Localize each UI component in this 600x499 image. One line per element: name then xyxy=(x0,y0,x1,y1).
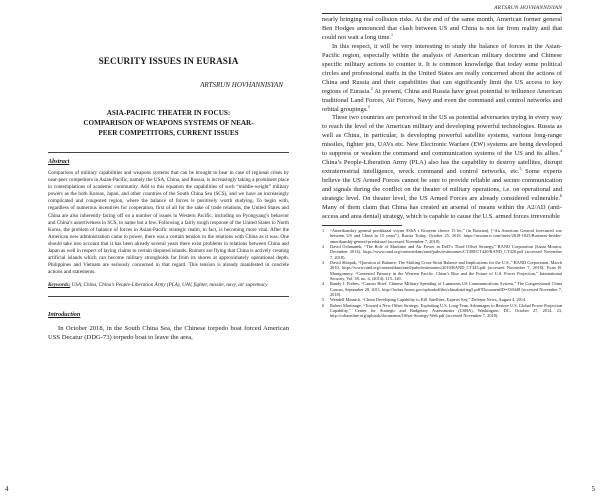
footnote-number: 5 xyxy=(322,297,325,303)
footnote-number: 2 xyxy=(322,243,325,249)
body-text: China’s People-Liberation Army (PLA) also has the capability to destroy satellites, disrupt extraterrestrial intelligence, wreck command and control networks, etc. xyxy=(322,159,562,176)
footnote xyxy=(322,260,562,281)
footnote-text: “Amerikanskiy general predskazal voynu SShA s Kitayem cherez 15 let,” (in Russian), [“An American General forecasted war between US and China in 15 years”], Russia Today, October 25, 2018, https://russian.rt.com/inotv/2018-1025/Business-Insider-amerikanskij-general-predskazal (accessed November 7, 2018). xyxy=(330,227,562,244)
keywords xyxy=(48,282,289,289)
footnote-ref: 6 xyxy=(560,192,562,198)
footnote-ref: 5 xyxy=(519,166,522,172)
introduction-text: In October 2018, in the South China Sea, the Chinese torpedo boat forced American USS Decatur (DDG-73) torpedo boat to leave the area, xyxy=(48,324,289,341)
body-paragraph xyxy=(322,16,562,43)
abstract-text: Comparison of military capabilities and weapons systems that can be brought to bear in case of regional crises by near-peer competitors in Asian-Pacific, namely the USA, China, and Russia, is increasingly taking a prominent place in contemplations of academic community. Add to this equation the capabilities of such “middle-weight” military powers as the both Koreas, Japan, and other countries of the South China Sea (SCS), and we have an increasingly complicated and congested region, where the balance of forces is positively worth studying. To begin with, regardless of numerous incentives for cooperation, first of all for the sake of trade relations, the United States and China are also inherently facing off on a number of issues in Western Pacific, including on Pyongyang’s behavior and China’s assertiveness in SCS, to name but a few. Following a fairly tough response of the United States to North Korea, the problem of balance of forces in Asian-Pacific strategic realm, in fact, is becoming more vital. After the American new administration came to power, there was a certain tension in the relations with China as it was. One should take into account that it has been already several years there exist problems in relations between China and Japan as well in respect of laying claims to certain disputed islands. Rumors are flying that China is actively creating artificial islands which can become military strongholds far from its shores at approximately operational depth. Philippines and Vietnam are seriously concerned in that regard. This tension is already manifested in concrete actions and statements. xyxy=(48,170,289,276)
page-number-right: 5 xyxy=(591,485,595,493)
footnote xyxy=(322,228,562,244)
footnote-ref: 4 xyxy=(560,148,562,154)
footnote-text: Randy J. Forbes, “Caucus Brief: Chinese Military Spending of Luminous US Communications System,” The Congressional China Caucus, September 28, 2011, http://forbes.house.gov/uploadedfiles/chinabriefing5.pdf?DocumentID=330448 (accessed November 7, 2018). xyxy=(330,281,562,298)
footnote-text: Robert Martinage, “Toward a New Offset Strategy: Exploiting U.S. Long-Term Advantages to Restore U.S. Global Power Projection Capability,” Center for Strategic and Budgetary Assessments (CSBA), Washington, DC, October 27, 2014, 23, http://csbaonline.org/uploads/documents/Offset-Strategy-Web.pdf (accessed November 7, 2018). xyxy=(330,302,562,319)
article-title xyxy=(48,108,289,138)
footnote-ref: 2 xyxy=(370,85,373,91)
footnote-ref: 1 xyxy=(391,31,394,37)
abstract-box xyxy=(48,152,289,297)
body-text: In this respect, it will be very interesting to study the balance of forces in the Asian-Pacific region, especially within the analysis of American military doctrine and Chinese specific military actions to counter it. It is common knowledge that today some political circles and professional staffs in the United States are really concerned about the actions of China and Russia and their capabilities that can significantly limit the US access to key regions of Eurasia. xyxy=(322,42,562,95)
footnote-number: 4 xyxy=(322,281,325,287)
author-name: ARTSRUN HOVHANNISYAN xyxy=(200,81,283,89)
footnote xyxy=(322,244,562,260)
page-number-left: 4 xyxy=(5,485,9,493)
footnote-rule xyxy=(322,225,402,226)
article-title-line: PEER COMPETITORS, CURRENT ISSUES xyxy=(98,129,239,137)
footnote-number: 1 xyxy=(322,227,325,233)
footnote xyxy=(322,281,562,297)
footnote-text: David Shlapak, “Question of Balance: The Shifting Cross-Strait Balance and Implications for the U.S.,” RAND Corporation, March 2010, https://www.rand.org/content/dam/rand/pubs/testimonies/2010/RAND_CT343.pdf (accessed November 7, 2018); Evan B. Montgomery, “Contested Primacy in the Western Pacific: China’s Rise and the Future of U.S. Power Projection,” International Security, Vol. 38, no. 4, (2014): 115–149. xyxy=(330,259,562,282)
keywords-label: Keywords: xyxy=(48,282,71,289)
article-title-line: COMPARISON OF WEAPONS SYSTEMS OF NEAR- xyxy=(83,119,254,127)
footnote-number: 3 xyxy=(322,259,325,265)
body-text: These two countries are perceived in the US as potential adversaries trying in every way to reach the level of the American military and developing powerful technologies. Russia as well as China, in particular, is developing powerful satellite systems, various long-range missiles, fighter jets, UAVs etc. New Electronic Warfare (EW) systems are being developed to suppress or weaken the command and communication systems of the US and its allies. xyxy=(322,114,562,158)
footnote-text: David Ochmanek, “The Role of Maritime and Air Power in DoD’s Third Offset Strategy,” RAND Corporation (Santa Monica, December 2014), https://www.rand.org/content/dam/rand/pubs/testimonies/CT400/CT420/RAND_CT420.pdf (accessed November 7, 2018). xyxy=(330,243,562,260)
running-head: ARTSRUN HOVHANNISYAN xyxy=(494,5,562,11)
footnote xyxy=(322,303,562,319)
abstract-heading: Abstract xyxy=(48,158,70,165)
footnote-text: Wendell Minnick, “China Developing Capability to Kill Satellites, Experts Say,” Defense News, August 4, 2014. xyxy=(330,297,527,303)
footnote-ref: 3 xyxy=(367,103,370,109)
body-paragraph xyxy=(322,114,562,221)
body-text: Many of them claim that China has created an arsenal of means within the A2/AD (anti-access and area denial) strategy, which is capable to cause the U.S. armed forces irreversible xyxy=(322,204,562,220)
header-rule xyxy=(322,13,562,14)
right-page xyxy=(300,0,600,499)
body-paragraph xyxy=(322,43,562,115)
footnotes xyxy=(322,228,562,319)
footnote-number: 6 xyxy=(322,302,325,308)
introduction-heading: Introduction xyxy=(48,310,81,318)
section-title: SECURITY ISSUES IN EURASIA xyxy=(98,56,239,66)
article-title-line: ASIA-PACIFIC THEATER IN FOCUS: xyxy=(106,109,231,117)
keywords-text: USA, China, China’s People-Liberation Army (PLA), UAV, fighter, missile, navy, air supremacy xyxy=(70,282,268,289)
body-text: At present, China and Russia have great potential to influence American traditional Land Forces, Air Forces, Navy and even the command and control networks and orbital groupings. xyxy=(322,87,562,113)
body-text: Some experts believe the US Armed Forces cannot be sure to provide reliable and secure communication and signals during the conflict on the theater of military operations, i.e. on operational and strategic level. On theater level, the US Armed Forces are already considered vulnerable. xyxy=(322,168,562,203)
body-text: nearly bringing real collision risks. At the end of the same month, American former general Ben Hodges announced that clash between US and China is not far from reality and that could not wait a long time. xyxy=(322,16,562,41)
